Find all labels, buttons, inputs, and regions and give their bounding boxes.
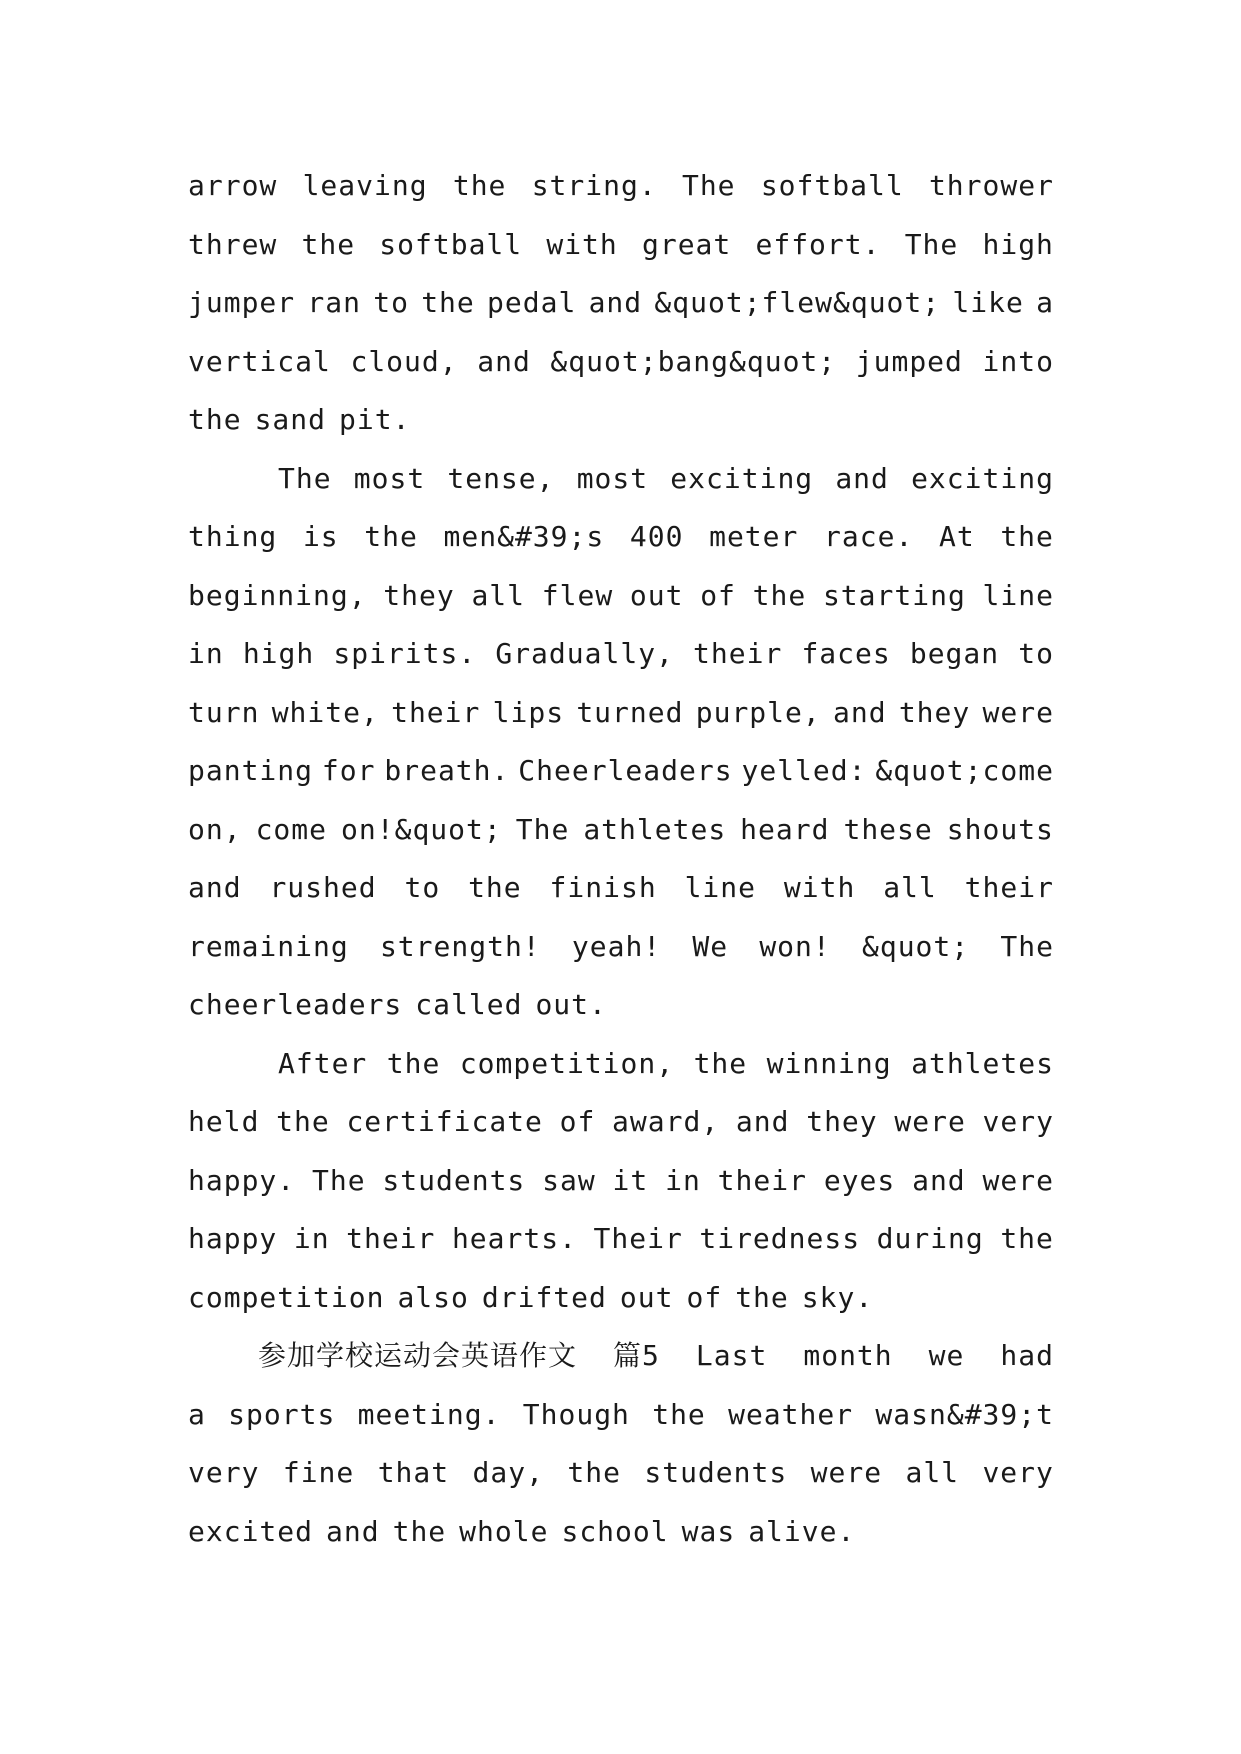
text-line: happy. The students saw it in their eyes and were (188, 1163, 1054, 1197)
text-line: jumper ran to the pedal and &quot;flew&quot; like a (188, 286, 1054, 319)
text-line: happy in their hearts. Their tiredness during the (188, 1222, 1054, 1255)
text-line: in high spirits. Gradually, their faces began to (188, 637, 1054, 670)
text-line: held the certificate of award, and they were very (188, 1105, 1054, 1138)
text-line: vertical cloud, and &quot;bang&quot; jumped into (188, 344, 1054, 378)
text-line: and rushed to the finish line with all their (188, 871, 1054, 904)
text-line: excited and the whole school was alive. (188, 1514, 856, 1548)
text-line: After the competition, the winning athletes (278, 1046, 1054, 1080)
body-text (188, 157, 1054, 1561)
section-heading-line: 参加学校运动会英语作文 篇5 Last month we had (258, 1339, 1054, 1372)
text-line: a sports meeting. Though the weather wasn&#39;t (188, 1397, 1054, 1431)
text-line: turn white, their lips turned purple, and they were (188, 695, 1054, 729)
text-line: beginning, they all flew out of the starting line (188, 578, 1054, 612)
text-line: competition also drifted out of the sky. (188, 1280, 874, 1314)
text-line: the sand pit. (188, 403, 411, 436)
text-line: cheerleaders called out. (188, 988, 607, 1021)
text-line: very fine that day, the students were all very (188, 1456, 1054, 1489)
text-line: thing is the men&#39;s 400 meter race. At the (188, 520, 1054, 553)
text-line: panting for breath. Cheerleaders yelled: &quot;come (188, 754, 1054, 787)
text-line: The most tense, most exciting and exciting (278, 461, 1054, 495)
text-line: remaining strength! yeah! We won! &quot; The (188, 929, 1054, 963)
text-line: on, come on!&quot; The athletes heard these shouts (188, 812, 1054, 846)
text-line: arrow leaving the string. The softball thrower (188, 169, 1054, 202)
text-line: threw the softball with great effort. The high (188, 227, 1054, 261)
